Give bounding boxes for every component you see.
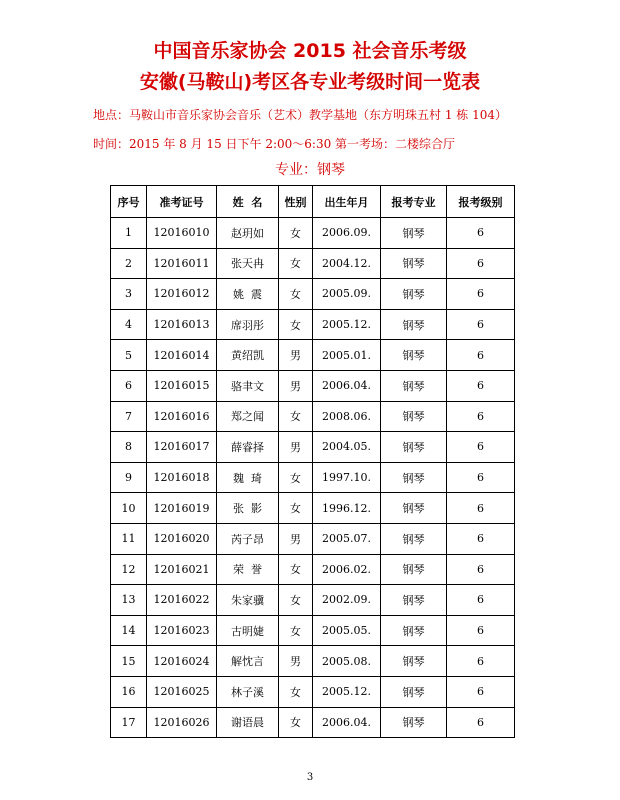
cell-gender: 女 [279,309,313,340]
cell-index: 5 [111,340,147,371]
cell-name: 薛睿择 [217,432,279,463]
table-row [111,462,515,493]
cell-major: 钢琴 [381,707,447,738]
cell-gender: 女 [279,676,313,707]
cell-index: 9 [111,462,147,493]
cell-ticket-number: 12016015 [147,370,217,401]
cell-name: 黄绍凯 [217,340,279,371]
cell-gender: 女 [279,585,313,616]
cell-index: 12 [111,554,147,585]
cell-level: 6 [447,493,515,524]
table-row [111,676,515,707]
cell-index: 11 [111,523,147,554]
cell-ticket-number: 12016026 [147,707,217,738]
cell-index: 10 [111,493,147,524]
table-row [111,401,515,432]
cell-birth-date: 2005.12. [313,309,381,340]
cell-major: 钢琴 [381,493,447,524]
cell-major: 钢琴 [381,646,447,677]
time-line: 时间：2015 年 8 月 15 日下午 2:00～6:30 第一考场：二楼综合厅 [93,137,456,151]
cell-name: 张天冉 [217,248,279,279]
cell-ticket-number: 12016019 [147,493,217,524]
cell-gender: 男 [279,370,313,401]
cell-ticket-number: 12016018 [147,462,217,493]
table-row [111,370,515,401]
cell-level: 6 [447,585,515,616]
cell-level: 6 [447,554,515,585]
header-gender: 性别 [279,186,313,218]
table-row [111,707,515,738]
cell-birth-date: 2008.06. [313,401,381,432]
cell-birth-date: 2002.09. [313,585,381,616]
cell-name: 谢语晨 [217,707,279,738]
cell-major: 钢琴 [381,615,447,646]
document-subtitle: 安徽(马鞍山)考区各专业考级时间一览表 [139,71,481,93]
cell-major: 钢琴 [381,218,447,249]
cell-major: 钢琴 [381,309,447,340]
cell-name: 姚 震 [217,279,279,310]
cell-gender: 女 [279,493,313,524]
cell-ticket-number: 12016020 [147,523,217,554]
cell-level: 6 [447,279,515,310]
cell-level: 6 [447,707,515,738]
cell-index: 17 [111,707,147,738]
major-heading: 专业：钢琴 [275,162,345,178]
cell-major: 钢琴 [381,248,447,279]
cell-gender: 女 [279,707,313,738]
cell-index: 14 [111,615,147,646]
cell-ticket-number: 12016011 [147,248,217,279]
cell-gender: 男 [279,646,313,677]
cell-name: 魏 琦 [217,462,279,493]
cell-index: 1 [111,218,147,249]
cell-ticket-number: 12016014 [147,340,217,371]
table-row [111,615,515,646]
exam-schedule-table [110,185,515,738]
table-row [111,646,515,677]
cell-major: 钢琴 [381,432,447,463]
cell-level: 6 [447,218,515,249]
cell-level: 6 [447,432,515,463]
location-line: 地点：马鞍山市音乐家协会音乐（艺术）教学基地（东方明珠五村 1 栋 104） [93,108,507,122]
table-row [111,279,515,310]
cell-birth-date: 2005.09. [313,279,381,310]
cell-birth-date: 1996.12. [313,493,381,524]
cell-birth-date: 2006.02. [313,554,381,585]
cell-gender: 男 [279,523,313,554]
header-birth-date: 出生年月 [313,186,381,218]
header-name: 姓 名 [217,186,279,218]
cell-index: 15 [111,646,147,677]
cell-index: 13 [111,585,147,616]
cell-ticket-number: 12016023 [147,615,217,646]
cell-gender: 男 [279,340,313,371]
cell-birth-date: 2005.08. [313,646,381,677]
cell-name: 张 影 [217,493,279,524]
cell-major: 钢琴 [381,401,447,432]
cell-level: 6 [447,646,515,677]
cell-gender: 女 [279,554,313,585]
table-row [111,523,515,554]
cell-name: 古明婕 [217,615,279,646]
cell-major: 钢琴 [381,585,447,616]
cell-gender: 女 [279,401,313,432]
header-level: 报考级别 [447,186,515,218]
page-number: 3 [306,772,314,783]
cell-ticket-number: 12016022 [147,585,217,616]
cell-gender: 女 [279,218,313,249]
cell-name: 骆聿文 [217,370,279,401]
cell-name: 郑之闻 [217,401,279,432]
cell-gender: 女 [279,462,313,493]
cell-index: 16 [111,676,147,707]
cell-major: 钢琴 [381,370,447,401]
cell-ticket-number: 12016016 [147,401,217,432]
cell-name: 席羽彤 [217,309,279,340]
cell-name: 朱家骥 [217,585,279,616]
cell-major: 钢琴 [381,462,447,493]
table-row [111,493,515,524]
cell-level: 6 [447,248,515,279]
cell-level: 6 [447,370,515,401]
cell-index: 2 [111,248,147,279]
cell-birth-date: 2005.12. [313,676,381,707]
cell-name: 林子溪 [217,676,279,707]
cell-level: 6 [447,523,515,554]
table-row [111,554,515,585]
cell-major: 钢琴 [381,279,447,310]
header-ticket-number: 准考证号 [147,186,217,218]
cell-level: 6 [447,462,515,493]
cell-index: 6 [111,370,147,401]
cell-birth-date: 2004.12. [313,248,381,279]
cell-major: 钢琴 [381,554,447,585]
cell-ticket-number: 12016024 [147,646,217,677]
cell-birth-date: 2006.09. [313,218,381,249]
cell-gender: 女 [279,279,313,310]
header-major: 报考专业 [381,186,447,218]
cell-birth-date: 1997.10. [313,462,381,493]
document-title: 中国音乐家协会 2015 社会音乐考级 [153,40,467,62]
table-row [111,248,515,279]
cell-major: 钢琴 [381,676,447,707]
table-header-row [111,186,515,218]
table-row [111,432,515,463]
header-index: 序号 [111,186,147,218]
cell-birth-date: 2005.07. [313,523,381,554]
cell-ticket-number: 12016012 [147,279,217,310]
cell-gender: 女 [279,615,313,646]
cell-birth-date: 2006.04. [313,707,381,738]
cell-ticket-number: 12016021 [147,554,217,585]
cell-level: 6 [447,309,515,340]
cell-birth-date: 2006.04. [313,370,381,401]
cell-gender: 女 [279,248,313,279]
cell-ticket-number: 12016013 [147,309,217,340]
table-row [111,218,515,249]
cell-ticket-number: 12016010 [147,218,217,249]
table-row [111,340,515,371]
cell-index: 7 [111,401,147,432]
cell-index: 8 [111,432,147,463]
cell-major: 钢琴 [381,523,447,554]
cell-level: 6 [447,676,515,707]
cell-index: 4 [111,309,147,340]
cell-name: 赵玥如 [217,218,279,249]
cell-name: 荣 誉 [217,554,279,585]
cell-ticket-number: 12016025 [147,676,217,707]
cell-level: 6 [447,340,515,371]
table-row [111,309,515,340]
cell-name: 芮子昂 [217,523,279,554]
cell-birth-date: 2005.05. [313,615,381,646]
cell-birth-date: 2004.05. [313,432,381,463]
table-row [111,585,515,616]
cell-index: 3 [111,279,147,310]
cell-gender: 男 [279,432,313,463]
cell-birth-date: 2005.01. [313,340,381,371]
cell-major: 钢琴 [381,340,447,371]
cell-ticket-number: 12016017 [147,432,217,463]
cell-level: 6 [447,615,515,646]
cell-level: 6 [447,401,515,432]
cell-name: 解忱言 [217,646,279,677]
